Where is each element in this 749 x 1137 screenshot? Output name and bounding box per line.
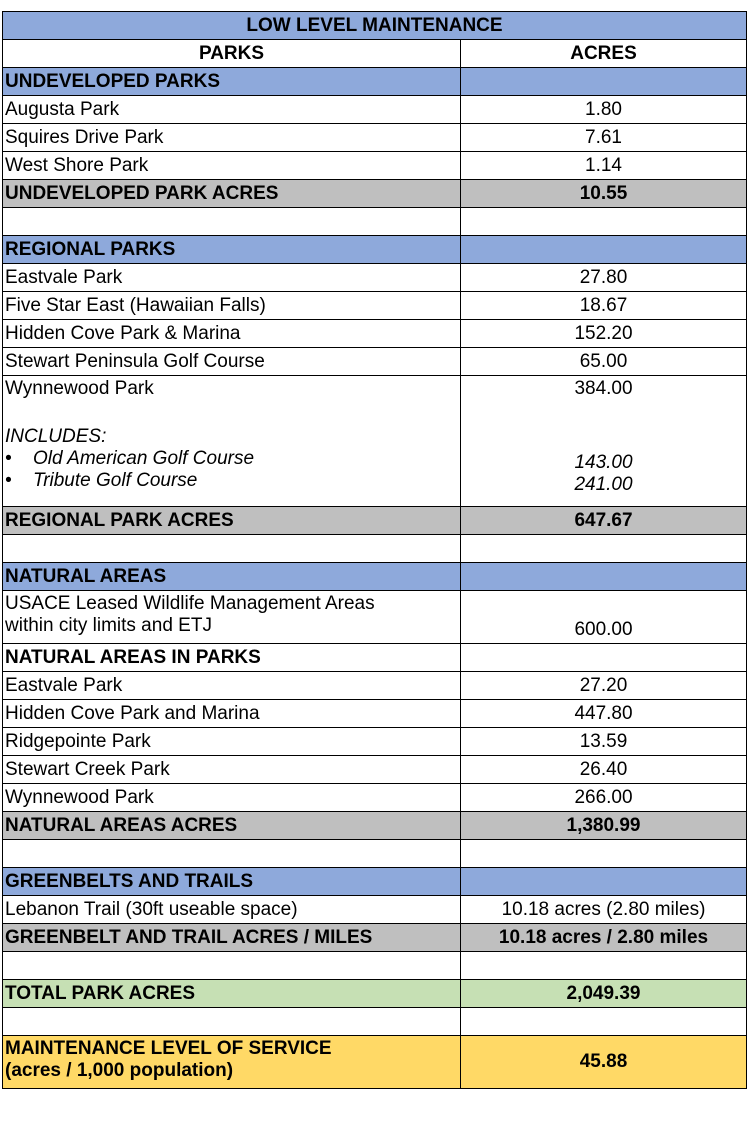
total-label: TOTAL PARK ACRES: [3, 980, 461, 1008]
level-of-service-row: [3, 1036, 747, 1089]
acres-value: 18.67: [461, 292, 747, 320]
table-row: [3, 700, 747, 728]
acres-value: 27.20: [461, 672, 747, 700]
acres-value: 600.00: [461, 591, 747, 644]
park-name: Hidden Cove Park and Marina: [3, 700, 461, 728]
table-row-subheading: [3, 644, 747, 672]
section-title: NATURAL AREAS: [3, 563, 461, 591]
park-name: Stewart Creek Park: [3, 756, 461, 784]
acres-value: 7.61: [461, 124, 747, 152]
trail-value: 10.18 acres (2.80 miles): [461, 896, 747, 924]
table-row: [3, 152, 747, 180]
empty-cell: [461, 952, 747, 980]
table-row: [3, 292, 747, 320]
subtotal-label: NATURAL AREAS ACRES: [3, 812, 461, 840]
table-row: [3, 756, 747, 784]
empty-cell: [3, 952, 461, 980]
included-item-value: 143.00: [574, 452, 633, 473]
empty-cell: [3, 1008, 461, 1036]
blank-row: [3, 1008, 747, 1036]
los-value: 45.88: [461, 1036, 747, 1089]
park-name: Five Star East (Hawaiian Falls): [3, 292, 461, 320]
subtotal-value: 647.67: [461, 507, 747, 535]
table-row: [3, 320, 747, 348]
empty-cell: [461, 68, 747, 96]
acres-value: 26.40: [461, 756, 747, 784]
table-row: [3, 784, 747, 812]
subtotal-row-regional: [3, 507, 747, 535]
empty-cell: [3, 840, 461, 868]
spacer: [463, 400, 744, 426]
park-name: West Shore Park: [3, 152, 461, 180]
subtotal-value: 10.18 acres / 2.80 miles: [461, 924, 747, 952]
spacer: [463, 426, 744, 452]
blank-row: [3, 840, 747, 868]
acres-value: 266.00: [461, 784, 747, 812]
subtotal-value: 10.55: [461, 180, 747, 208]
empty-cell: [3, 208, 461, 236]
empty-cell: [461, 563, 747, 591]
section-row-greenbelts: [3, 868, 747, 896]
table-row-wynnewood: [3, 376, 747, 507]
park-name: Augusta Park: [3, 96, 461, 124]
park-name: Eastvale Park: [3, 672, 461, 700]
empty-cell: [461, 236, 747, 264]
blank-row: [3, 535, 747, 563]
wynnewood-cell: [3, 376, 461, 507]
included-item: [5, 470, 458, 492]
table-row: [3, 672, 747, 700]
subtotal-row-natural: [3, 812, 747, 840]
section-title: UNDEVELOPED PARKS: [3, 68, 461, 96]
empty-cell: [461, 840, 747, 868]
subtotal-label: GREENBELT AND TRAIL ACRES / MILES: [3, 924, 461, 952]
park-name: Eastvale Park: [3, 264, 461, 292]
acres-column-header: ACRES: [461, 40, 747, 68]
total-row: [3, 980, 747, 1008]
included-item-name: Old American Golf Course: [33, 448, 255, 469]
table-row: [3, 96, 747, 124]
subtotal-row-greenbelts: [3, 924, 747, 952]
park-name: Wynnewood Park: [5, 378, 154, 399]
acres-value: 447.80: [461, 700, 747, 728]
section-row-undeveloped: [3, 68, 747, 96]
empty-cell: [3, 535, 461, 563]
bullet-icon: •: [5, 470, 12, 491]
table-row: [3, 896, 747, 924]
column-header-row: [3, 40, 747, 68]
table-row: [3, 728, 747, 756]
wynnewood-values: [461, 376, 747, 507]
includes-label: INCLUDES:: [5, 426, 107, 447]
bullet-icon: •: [5, 448, 12, 469]
table-title: LOW LEVEL MAINTENANCE: [3, 12, 747, 40]
trail-name: Lebanon Trail (30ft useable space): [3, 896, 461, 924]
table-row: [3, 124, 747, 152]
acres-value: 384.00: [574, 378, 633, 399]
empty-cell: [461, 535, 747, 563]
table-row-usace: [3, 591, 747, 644]
park-name: Hidden Cove Park & Marina: [3, 320, 461, 348]
blank-row: [3, 208, 747, 236]
park-name: Stewart Peninsula Golf Course: [3, 348, 461, 376]
park-name: Wynnewood Park: [3, 784, 461, 812]
table-row: [3, 264, 747, 292]
blank-row: [3, 952, 747, 980]
subtotal-value: 1,380.99: [461, 812, 747, 840]
section-title: REGIONAL PARKS: [3, 236, 461, 264]
subtotal-label: REGIONAL PARK ACRES: [3, 507, 461, 535]
natural-in-parks-heading: NATURAL AREAS IN PARKS: [3, 644, 461, 672]
parks-column-header: PARKS: [3, 40, 461, 68]
section-row-regional: [3, 236, 747, 264]
included-item: [5, 448, 458, 470]
empty-cell: [461, 644, 747, 672]
los-label-line-1: MAINTENANCE LEVEL OF SERVICE: [5, 1038, 332, 1059]
maintenance-table: [2, 11, 747, 1089]
park-name: Ridgepointe Park: [3, 728, 461, 756]
title-row: [3, 12, 747, 40]
subtotal-label: UNDEVELOPED PARK ACRES: [3, 180, 461, 208]
usace-line-2: within city limits and ETJ: [5, 615, 212, 636]
table-row: [3, 348, 747, 376]
empty-cell: [461, 868, 747, 896]
section-row-natural: [3, 563, 747, 591]
included-item-name: Tribute Golf Course: [33, 470, 198, 491]
usace-line-1: USACE Leased Wildlife Management Areas: [5, 593, 375, 614]
acres-value: 27.80: [461, 264, 747, 292]
los-label-line-2: (acres / 1,000 population): [5, 1060, 234, 1081]
acres-value: 65.00: [461, 348, 747, 376]
empty-cell: [461, 208, 747, 236]
empty-cell: [461, 1008, 747, 1036]
spacer: [5, 400, 458, 426]
section-title: GREENBELTS AND TRAILS: [3, 868, 461, 896]
total-value: 2,049.39: [461, 980, 747, 1008]
usace-cell: [3, 591, 461, 644]
acres-value: 13.59: [461, 728, 747, 756]
los-label-cell: [3, 1036, 461, 1089]
included-item-value: 241.00: [574, 474, 633, 495]
acres-value: 1.80: [461, 96, 747, 124]
acres-value: 152.20: [461, 320, 747, 348]
acres-value: 1.14: [461, 152, 747, 180]
subtotal-row-undeveloped: [3, 180, 747, 208]
park-name: Squires Drive Park: [3, 124, 461, 152]
